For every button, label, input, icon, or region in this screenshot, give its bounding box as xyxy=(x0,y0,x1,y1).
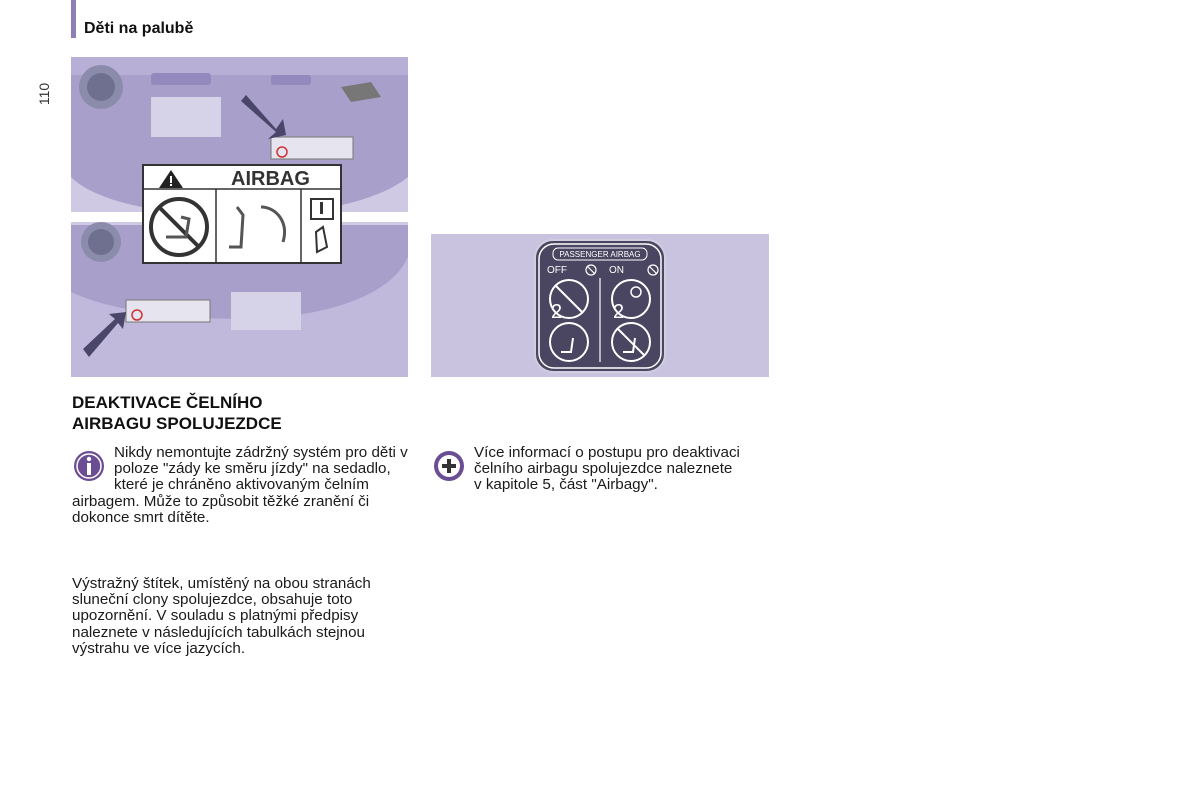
passenger-airbag-indicator-figure xyxy=(431,234,769,377)
section-heading-line2: AIRBAGU SPOLUJEZDCE xyxy=(72,414,282,433)
plus-note xyxy=(432,445,742,494)
section-heading-line1: DEAKTIVACE ČELNÍHO xyxy=(72,393,263,412)
airbag-label-title: AIRBAG xyxy=(231,168,310,190)
on-label: ON xyxy=(609,265,624,276)
info-note xyxy=(72,445,412,526)
sun-visor-airbag-label-figure xyxy=(71,57,408,377)
seat-number-on: 2 xyxy=(613,301,625,323)
section-title: Děti na palubě xyxy=(84,20,194,37)
section-accent-bar xyxy=(71,0,76,38)
warning-label-paragraph: Výstražný štítek, umístěný na obou stranách sluneční clony spolujezdce, obsahuje toto upozornění. V souladu s platnými předpisy naleznete v následujících tabulkách stejnou výstrahu ve více jazycích. xyxy=(72,575,371,657)
info-icon xyxy=(72,449,106,483)
info-note-text: Nikdy nemontujte zádržný systém pro děti v poloze "zády ke směru jízdy" na sedadlo, které je chráněno aktivovaným čelním airbagem. Může to způsobit těžké zranění či dokonce smrt dítěte. xyxy=(72,444,408,526)
page-number: 110 xyxy=(36,82,53,106)
off-label: OFF xyxy=(547,265,567,276)
plus-note-text: Více informací o postupu pro deaktivaci čelního airbagu spolujezdce naleznete v kapitole 5, část "Airbagy". xyxy=(474,444,740,494)
section-heading xyxy=(72,392,412,434)
plus-icon xyxy=(432,449,466,483)
panel-title: PASSENGER AIRBAG xyxy=(559,250,641,259)
seat-number-off: 2 xyxy=(551,301,563,323)
